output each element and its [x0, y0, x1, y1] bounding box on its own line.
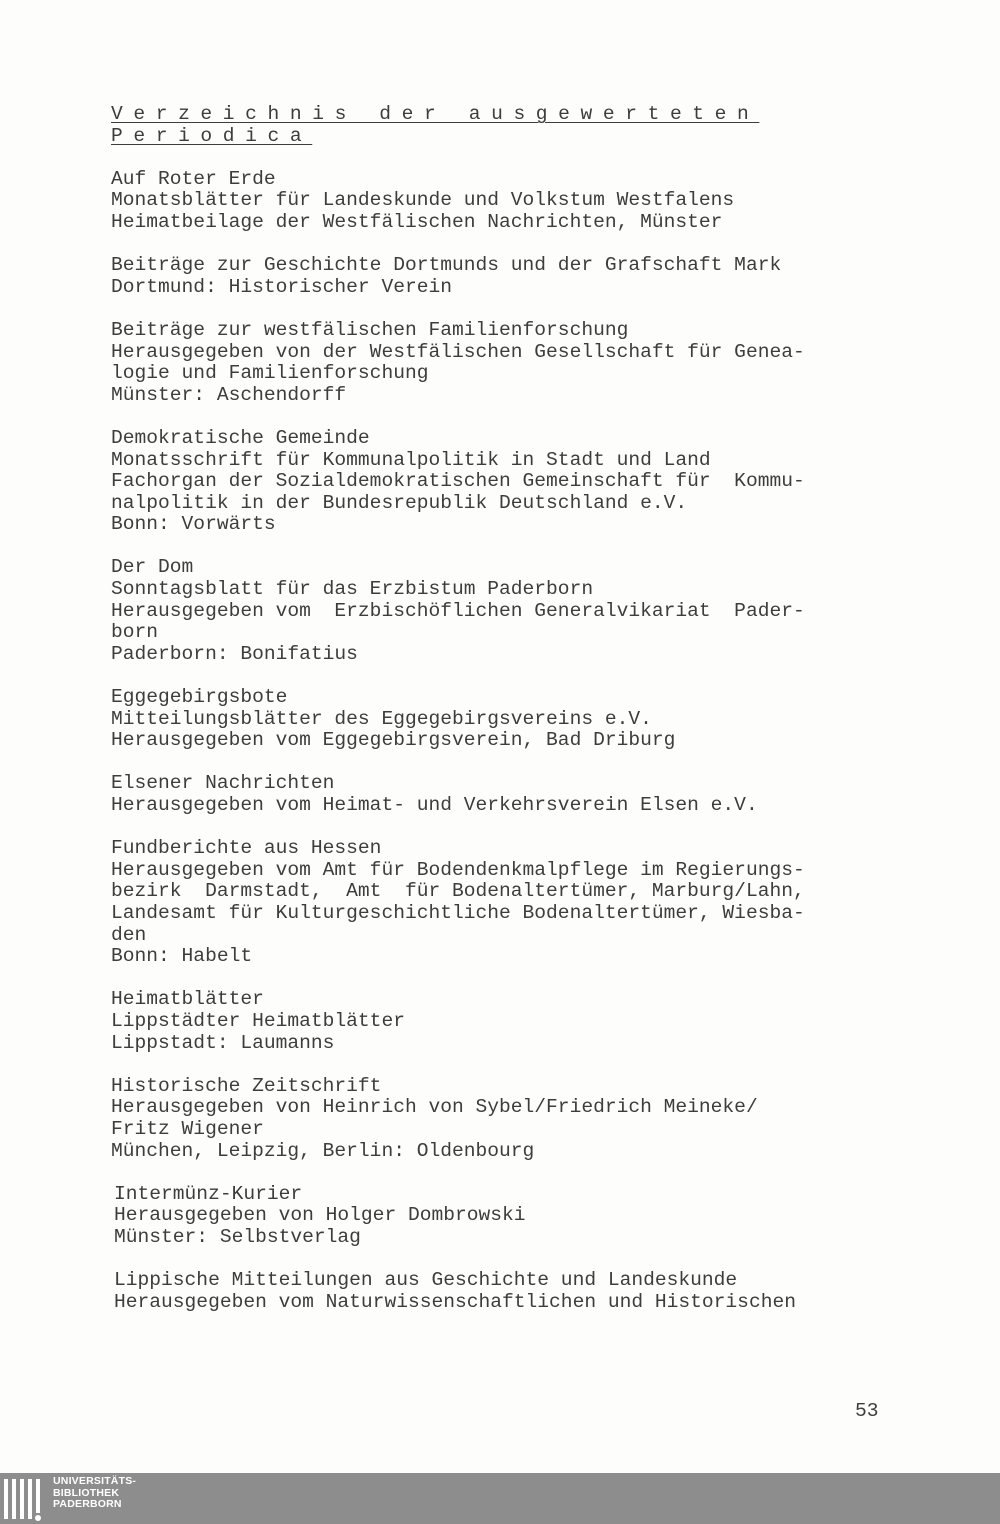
entry-title: Heimatblätter — [111, 988, 264, 1011]
entry-line: Münster: Aschendorff — [111, 383, 347, 406]
periodical-entry — [111, 169, 891, 234]
entry-line: Herausgegeben vom Erzbischöflichen Generalvikariat Pader- — [111, 599, 805, 622]
logo-line-1: UNIVERSITÄTS- — [53, 1475, 137, 1487]
library-logo — [3, 1476, 143, 1522]
page-number: 53 — [855, 1400, 879, 1422]
entry-line: Herausgegeben vom Naturwissenschaftlichen und Historischen — [114, 1290, 796, 1313]
entry-line: Sonntagsblatt für das Erzbistum Paderborn — [111, 578, 594, 601]
entry-line: born — [111, 621, 159, 644]
entry-line: Fritz Wigener — [111, 1117, 264, 1140]
footer-bar — [0, 1473, 1000, 1524]
entry-line: Bonn: Vorwärts — [111, 513, 276, 536]
periodicals-list — [111, 104, 891, 1335]
periodical-entry — [111, 687, 891, 752]
entry-line: Bonn: Habelt — [111, 945, 253, 968]
entry-title: Demokratische Gemeinde — [111, 426, 370, 449]
periodical-entry — [111, 989, 891, 1054]
periodical-entry — [111, 773, 891, 816]
periodical-entry — [111, 320, 891, 406]
periodical-entry — [111, 1076, 891, 1162]
entry-line: Herausgegeben vom Eggegebirgsverein, Bad Driburg — [111, 729, 676, 752]
entry-title: Der Dom — [111, 556, 194, 579]
periodical-entry — [111, 838, 891, 968]
library-logo-text — [53, 1476, 136, 1511]
entry-title: Eggegebirgsbote — [111, 686, 288, 709]
entry-line: Lippstädter Heimatblätter — [111, 1009, 405, 1032]
entry-title: Lippische Mitteilungen aus Geschichte und Landeskunde — [114, 1269, 738, 1292]
entry-title: Beiträge zur Geschichte Dortmunds und der Grafschaft Mark — [111, 254, 782, 277]
page-title-line-1: Verzeichnis der ausgewerteten — [111, 103, 760, 125]
page-title — [111, 104, 891, 147]
entry-line: logie und Familienforschung — [111, 362, 429, 385]
entry-line: Landesamt für Kulturgeschichtliche Bodenaltertümer, Wiesba- — [111, 901, 805, 924]
entry-line: den — [111, 923, 147, 946]
entry-line: Fachorgan der Sozialdemokratischen Gemeinschaft für Kommu- — [111, 470, 805, 493]
entry-line: Münster: Selbstverlag — [114, 1225, 361, 1248]
entry-title: Fundberichte aus Hessen — [111, 837, 382, 860]
entry-line: Heimatbeilage der Westfälischen Nachrichten, Münster — [111, 210, 723, 233]
entry-title: Intermünz-Kurier — [114, 1182, 303, 1205]
page-title-line-2: Periodica — [111, 124, 313, 147]
entry-title: Auf Roter Erde — [111, 167, 276, 190]
entry-line: Monatsschrift für Kommunalpolitik in Stadt und Land — [111, 448, 711, 471]
periodical-entry — [111, 255, 891, 298]
logo-line-2: BIBLIOTHEK — [53, 1486, 120, 1499]
entry-line: Paderborn: Bonifatius — [111, 642, 358, 665]
entry-line: Herausgegeben von Holger Dombrowski — [114, 1204, 526, 1227]
library-logo-icon — [3, 1476, 47, 1522]
entry-line: Herausgegeben von der Westfälischen Gesellschaft für Genea- — [111, 340, 805, 363]
entry-line: München, Leipzig, Berlin: Oldenbourg — [111, 1139, 535, 1162]
entry-line: Dortmund: Historischer Verein — [111, 275, 452, 298]
entry-line: nalpolitik in der Bundesrepublik Deutschland e.V. — [111, 491, 688, 514]
periodical-entry — [111, 557, 891, 665]
periodical-entry — [111, 428, 891, 536]
logo-line-3: PADERBORN — [53, 1498, 122, 1510]
entry-title: Historische Zeitschrift — [111, 1074, 382, 1097]
periodical-entry — [111, 1270, 891, 1313]
entry-title: Elsener Nachrichten — [111, 772, 335, 795]
entry-line: Herausgegeben von Heinrich von Sybel/Friedrich Meineke/ — [111, 1096, 758, 1119]
entry-title: Beiträge zur westfälischen Familienforschung — [111, 318, 629, 341]
entry-line: bezirk Darmstadt, Amt für Bodenaltertümer, Marburg/Lahn, — [111, 880, 805, 903]
entry-line: Mitteilungsblätter des Eggegebirgsvereins e.V. — [111, 707, 652, 730]
periodical-entry — [111, 1184, 891, 1249]
entry-line: Lippstadt: Laumanns — [111, 1031, 335, 1054]
entry-line: Herausgegeben vom Heimat- und Verkehrsverein Elsen e.V. — [111, 794, 758, 816]
entry-line: Monatsblätter für Landeskunde und Volkstum Westfalens — [111, 189, 735, 212]
entry-line: Herausgegeben vom Amt für Bodendenkmalpflege im Regierungs- — [111, 858, 805, 881]
